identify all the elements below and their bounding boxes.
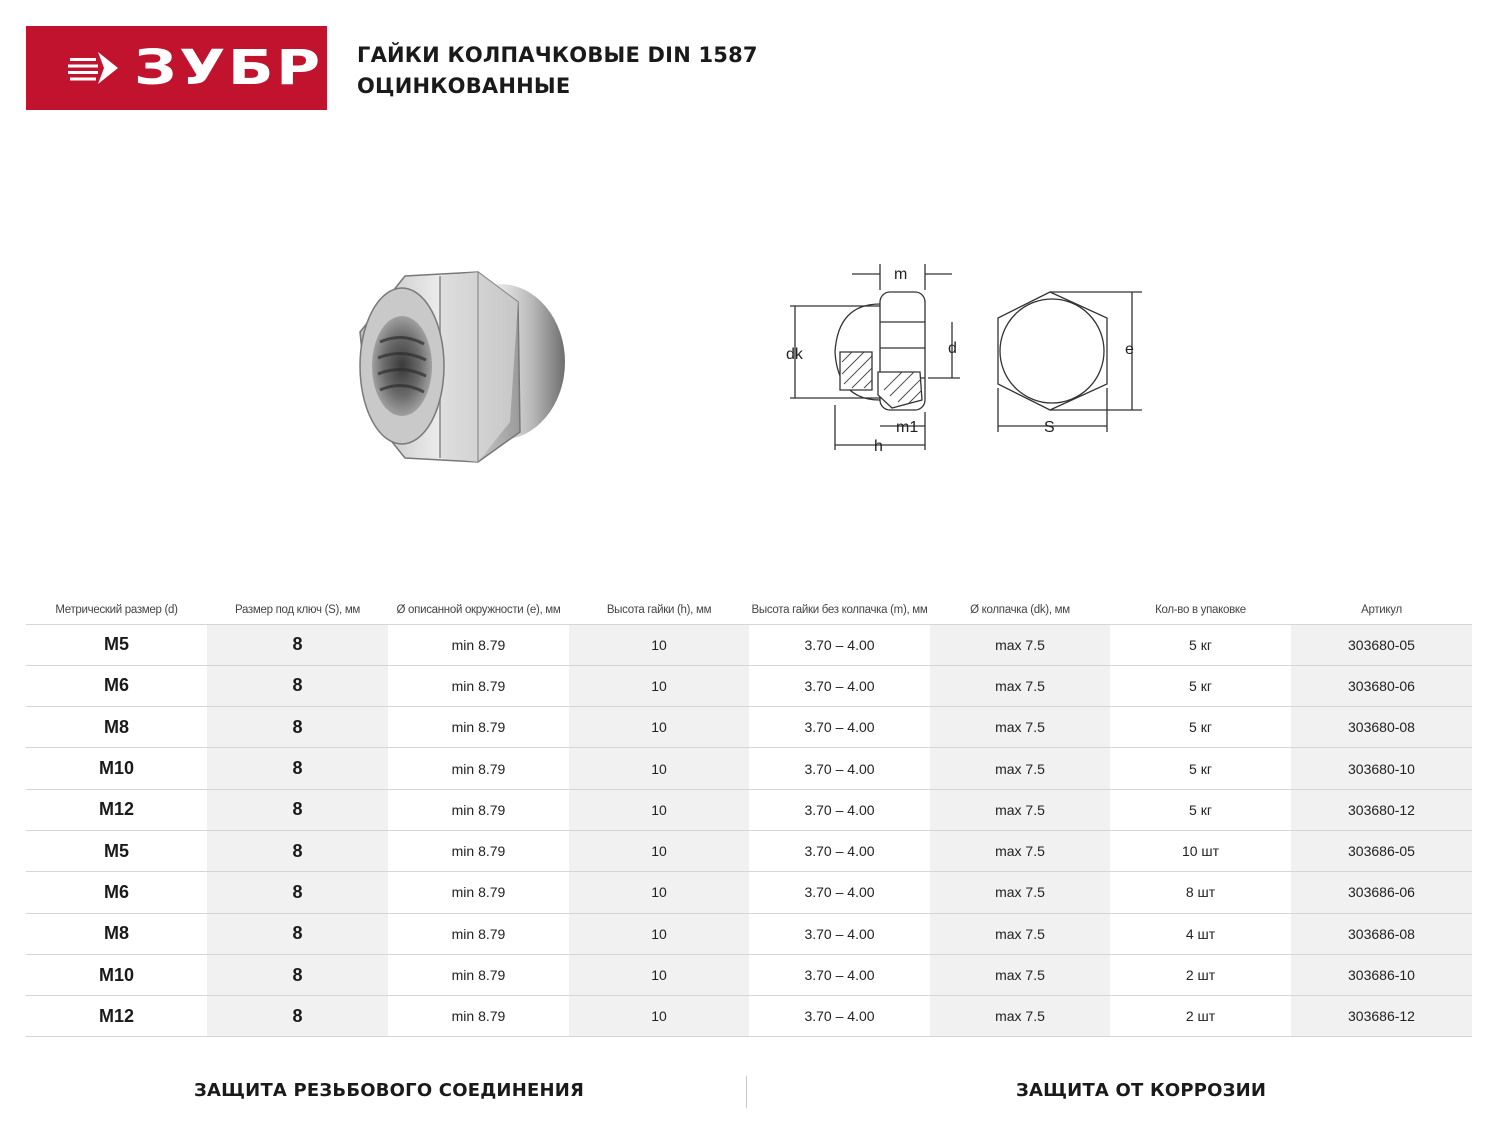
table-cell: 3.70 – 4.00 <box>749 789 930 830</box>
table-cell: min 8.79 <box>388 624 569 665</box>
title-line-2: ОЦИНКОВАННЫЕ <box>357 74 571 98</box>
table-cell: 2 шт <box>1110 996 1291 1037</box>
dim-label-s: S <box>1044 419 1055 436</box>
table-cell: 10 <box>569 830 749 871</box>
table-cell: 8 <box>207 872 388 913</box>
dim-label-d: d <box>948 340 957 357</box>
table-cell: max 7.5 <box>930 665 1110 706</box>
table-row <box>26 748 1472 789</box>
table-cell: 8 <box>207 789 388 830</box>
table-row <box>26 996 1472 1037</box>
table-cell: min 8.79 <box>388 954 569 995</box>
col-header: Ø описанной окружности (e), мм <box>388 596 569 624</box>
table-cell: max 7.5 <box>930 872 1110 913</box>
table-cell: 10 <box>569 954 749 995</box>
table-cell: 5 кг <box>1110 624 1291 665</box>
table-cell: 8 <box>207 830 388 871</box>
dim-label-h: h <box>874 438 883 455</box>
table-cell: M8 <box>26 707 207 748</box>
col-header: Высота гайки без колпачка (m), мм <box>749 596 930 624</box>
brand-name: ЗУБР <box>134 40 323 96</box>
table-cell: max 7.5 <box>930 624 1110 665</box>
table-cell: 5 кг <box>1110 665 1291 706</box>
table-cell: 303680-08 <box>1291 707 1472 748</box>
footer <box>26 1076 1472 1108</box>
table-cell: 3.70 – 4.00 <box>749 748 930 789</box>
table-cell: max 7.5 <box>930 954 1110 995</box>
table-cell: 8 <box>207 913 388 954</box>
footer-divider <box>746 1076 747 1108</box>
table-cell: M5 <box>26 830 207 871</box>
table-cell: M10 <box>26 954 207 995</box>
footer-thread-protection: ЗАЩИТА РЕЗЬБОВОГО СОЕДИНЕНИЯ <box>194 1080 585 1101</box>
table-cell: 4 шт <box>1110 913 1291 954</box>
table-cell: max 7.5 <box>930 789 1110 830</box>
col-header: Кол-во в упаковке <box>1110 596 1291 624</box>
table-row <box>26 872 1472 913</box>
table-cell: 303686-08 <box>1291 913 1472 954</box>
table-cell: 8 <box>207 996 388 1037</box>
table-cell: min 8.79 <box>388 748 569 789</box>
cap-nut-drawing <box>780 260 1160 460</box>
table-cell: 10 <box>569 872 749 913</box>
col-header: Ø колпачка (dk), мм <box>930 596 1110 624</box>
table-row <box>26 789 1472 830</box>
table-cell: max 7.5 <box>930 707 1110 748</box>
table-cell: 10 <box>569 665 749 706</box>
dim-label-m1: m1 <box>896 419 919 436</box>
table-cell: max 7.5 <box>930 830 1110 871</box>
table-cell: 303680-06 <box>1291 665 1472 706</box>
table-cell: min 8.79 <box>388 789 569 830</box>
table-cell: 3.70 – 4.00 <box>749 872 930 913</box>
table-cell: 303680-05 <box>1291 624 1472 665</box>
table-cell: 3.70 – 4.00 <box>749 913 930 954</box>
table-cell: M6 <box>26 665 207 706</box>
col-header: Метрический размер (d) <box>26 596 207 624</box>
dim-label-e: e <box>1125 341 1134 358</box>
table-row <box>26 913 1472 954</box>
col-header: Артикул <box>1291 596 1472 624</box>
brand-logo <box>26 26 327 110</box>
table-cell: 5 кг <box>1110 707 1291 748</box>
table-row <box>26 624 1472 665</box>
table-cell: min 8.79 <box>388 830 569 871</box>
table-cell: 303680-12 <box>1291 789 1472 830</box>
table-cell: 5 кг <box>1110 748 1291 789</box>
table-cell: 8 <box>207 748 388 789</box>
table-cell: 3.70 – 4.00 <box>749 665 930 706</box>
cap-nut-photo <box>350 262 572 474</box>
table-row <box>26 707 1472 748</box>
table-cell: 3.70 – 4.00 <box>749 830 930 871</box>
table-cell: 10 <box>569 748 749 789</box>
table-cell: 3.70 – 4.00 <box>749 954 930 995</box>
table-cell: max 7.5 <box>930 748 1110 789</box>
table-cell: 10 шт <box>1110 830 1291 871</box>
table-body <box>26 624 1472 1037</box>
col-header: Размер под ключ (S), мм <box>207 596 388 624</box>
title-line-1: ГАЙКИ КОЛПАЧКОВЫЕ DIN 1587 <box>357 43 758 67</box>
table-cell: 303686-05 <box>1291 830 1472 871</box>
col-header: Высота гайки (h), мм <box>569 596 749 624</box>
table-cell: 3.70 – 4.00 <box>749 624 930 665</box>
arrow-stripes-icon <box>68 48 124 88</box>
table-cell: min 8.79 <box>388 665 569 706</box>
table-cell: M8 <box>26 913 207 954</box>
dim-label-dk: dk <box>786 346 803 363</box>
table-cell: M12 <box>26 996 207 1037</box>
table-cell: 2 шт <box>1110 954 1291 995</box>
table-cell: min 8.79 <box>388 872 569 913</box>
table-cell: 10 <box>569 913 749 954</box>
table-cell: 8 <box>207 665 388 706</box>
table-cell: 8 <box>207 707 388 748</box>
table-cell: 10 <box>569 789 749 830</box>
table-cell: M5 <box>26 624 207 665</box>
page-title <box>357 40 758 102</box>
table-row <box>26 954 1472 995</box>
table-cell: 303680-10 <box>1291 748 1472 789</box>
table-cell: 8 <box>207 954 388 995</box>
table-cell: 10 <box>569 996 749 1037</box>
table-cell: 10 <box>569 624 749 665</box>
table-cell: 5 кг <box>1110 789 1291 830</box>
table-cell: min 8.79 <box>388 996 569 1037</box>
table-cell: 3.70 – 4.00 <box>749 707 930 748</box>
table-row <box>26 830 1472 871</box>
footer-corrosion-protection: ЗАЩИТА ОТ КОРРОЗИИ <box>1016 1080 1267 1101</box>
dim-label-m: m <box>894 266 908 283</box>
table-cell: 8 шт <box>1110 872 1291 913</box>
table-cell: 303686-12 <box>1291 996 1472 1037</box>
table-cell: M12 <box>26 789 207 830</box>
table-cell: max 7.5 <box>930 996 1110 1037</box>
table-cell: M10 <box>26 748 207 789</box>
table-row <box>26 665 1472 706</box>
table-cell: 10 <box>569 707 749 748</box>
table-cell: 3.70 – 4.00 <box>749 996 930 1037</box>
table-header-row <box>26 596 1472 624</box>
table-cell: M6 <box>26 872 207 913</box>
table-cell: max 7.5 <box>930 913 1110 954</box>
table-cell: 8 <box>207 624 388 665</box>
spec-table <box>26 596 1472 1037</box>
table-cell: min 8.79 <box>388 913 569 954</box>
table-cell: 303686-06 <box>1291 872 1472 913</box>
table-cell: min 8.79 <box>388 707 569 748</box>
table-cell: 303686-10 <box>1291 954 1472 995</box>
